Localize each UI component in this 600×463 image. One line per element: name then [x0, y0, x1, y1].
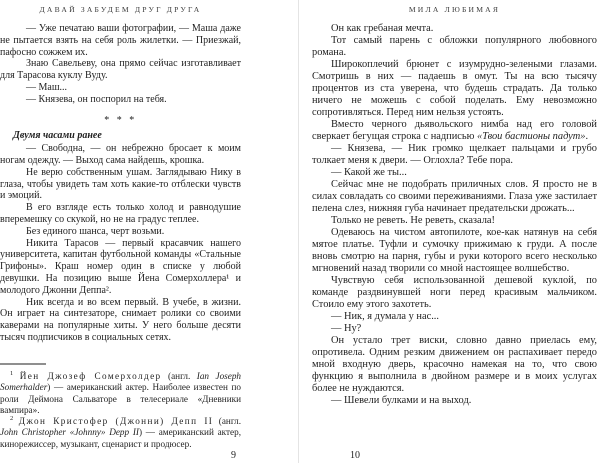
- paragraph: Только не реветь. Не реветь, сказала!: [331, 215, 496, 226]
- footnote-2: [0, 416, 241, 450]
- footnote-block: [0, 363, 241, 450]
- paragraph: Не верю собственным ушам. Заглядываю Нику в глаза, чтобы увидеть там хоть какие-то отблески чувств и эмоций.: [0, 166, 241, 202]
- dialogue-line: — Ну?: [331, 323, 362, 334]
- dialogue-line: — Князева, — Ник громко щелкает пальцами и грубо толкает меня к двери. — Оглохла? Тебе пора.: [312, 143, 597, 166]
- footnote-rule: [0, 363, 46, 365]
- footnote-latin-name: Ian Joseph Somerhalder: [0, 370, 242, 393]
- spacer: [0, 344, 241, 363]
- scene-subheading: Двумя часами ранее: [13, 130, 102, 142]
- paragraph: Без единого шанса, черт возьми.: [26, 225, 165, 237]
- left-running-header: ДАВАЙ ЗАБУДЕМ ДРУГ ДРУГА: [39, 5, 202, 14]
- dialogue-line: — Князева, он поспорил на тебя.: [26, 93, 167, 105]
- footnote-person-name: Йен Джозеф Сомерхолдер: [19, 370, 162, 381]
- paragraph-text: Вместо черного дьявольского нимба над его головой сверкает бегущая строка с надписью: [312, 119, 597, 142]
- page-divider-line: [298, 0, 299, 463]
- paragraph: Одеваюсь на чистом автопилоте, кое-как натянув на себя мятое платье. Туфли и сумочку прижимаю к груди. А после вновь смотрю на парня, губы и руки которого всего несколько мгновений назад творили со мной настоящее волшебство.: [312, 227, 597, 274]
- paragraph: Широкоплечий брюнет с изумрудно-зелеными глазами. Смотришь в них — падаешь в омут. Ты на всю тысячу процентов из ста уверена, что будешь страдать. Да только ничего не можешь с собой поделать. Ему невозможно сопротивляться. Перед ним нельзя устоять.: [312, 59, 597, 118]
- paragraph-text: .: [585, 131, 589, 142]
- paragraph: В его взгляде есть только холод и равнодушие вперемешку со скукой, но не на градус теплее.: [0, 202, 241, 225]
- footnote-marker: 2: [10, 415, 14, 423]
- footnote-1: [0, 371, 241, 416]
- left-page-number: 9: [231, 450, 236, 461]
- paragraph: Чувствую себя использованной дешевой куклой, по команде раздвинувшей ноги перед красивым мальчиком. Стоило ему этого захотеть.: [312, 275, 597, 310]
- paragraph: Он устало трет виски, словно давно приелась ему, опротивела. Одним резким движением он распахивает передо мной входную дверь, красочно намекая на то, что свою функцию я выполнила в двойном размере и в моих услугах более не нуждаются.: [312, 335, 597, 394]
- book-quote-italic: «Твои бастионы падут»: [477, 131, 586, 142]
- right-running-header: МИЛА ЛЮБИМАЯ: [408, 5, 501, 14]
- right-page-number: 10: [350, 450, 360, 461]
- dialogue-line: — Какой же ты...: [331, 167, 407, 178]
- dialogue-line: — Свободна, — он небрежно бросает к моим ногам одежду. — Выход сама найдешь, крошка.: [0, 143, 241, 166]
- footnote-text: ) — американский актер, кинорежиссер, музыкант, сценарист и продюсер.: [0, 427, 242, 449]
- left-body-text: [0, 23, 241, 344]
- footnote-text: (англ.: [213, 416, 242, 427]
- paragraph: Ник всегда и во всем первый. В учебе, в жизни. Он играет на синтезаторе, снимает ролики со своими каверами на популярные хиты. У него больше десяти тысяч подписчиков в социальных сетях.: [0, 296, 241, 343]
- dialogue-line: — Маш...: [26, 81, 68, 93]
- dialogue-line: — Уже печатаю ваши фотографии, — Маша даже не пытается взять на себя роль жилетки. — Приезжай, пафосно сожжем их.: [0, 23, 241, 58]
- footnote-marker: 1: [10, 369, 14, 377]
- footnote-text: (англ.: [161, 370, 197, 381]
- footnote-text: ) — американский актер. Наиболее известен по роли Деймона Сальваторе в телесериале «Дневники вампира».: [0, 382, 241, 415]
- paragraph: [312, 119, 597, 143]
- footnote-latin-name: John Christopher «Johnny» Depp II: [0, 427, 139, 438]
- paragraph: Тот самый парень с обложки популярного любовного романа.: [312, 35, 597, 58]
- paragraph: Сейчас мне не подобрать приличных слов. Я просто не в силах совладать со своими переживаниями. Глаза уже застилает пелена слез, нижняя губа начинает предательски дрожать...: [312, 179, 597, 214]
- left-page: [0, 0, 241, 463]
- dialogue-line: — Ник, я думала у нас...: [331, 311, 439, 322]
- scene-break-separator: * * *: [104, 114, 137, 126]
- paragraph: Знаю Савельеву, она прямо сейчас изготавливает для Тарасова куклу Вуду.: [0, 58, 241, 82]
- dialogue-line: — Шевели булками и на выход.: [331, 395, 472, 406]
- footnote-person-name: Джон Кристофер (Джонни) Депп II: [18, 416, 214, 427]
- paragraph: Никита Тарасов — первый красавчик нашего университета, капитан футбольной команды «Стальные Грифоны». Краш номер один в списке у любой девушки. На позицию выше Йена Сомерхоллера¹ и молодого Джонни Деппа².: [0, 237, 241, 296]
- paragraph: Он как гребаная мечта.: [331, 23, 434, 34]
- right-body-text: [312, 23, 597, 407]
- right-page: [312, 0, 597, 463]
